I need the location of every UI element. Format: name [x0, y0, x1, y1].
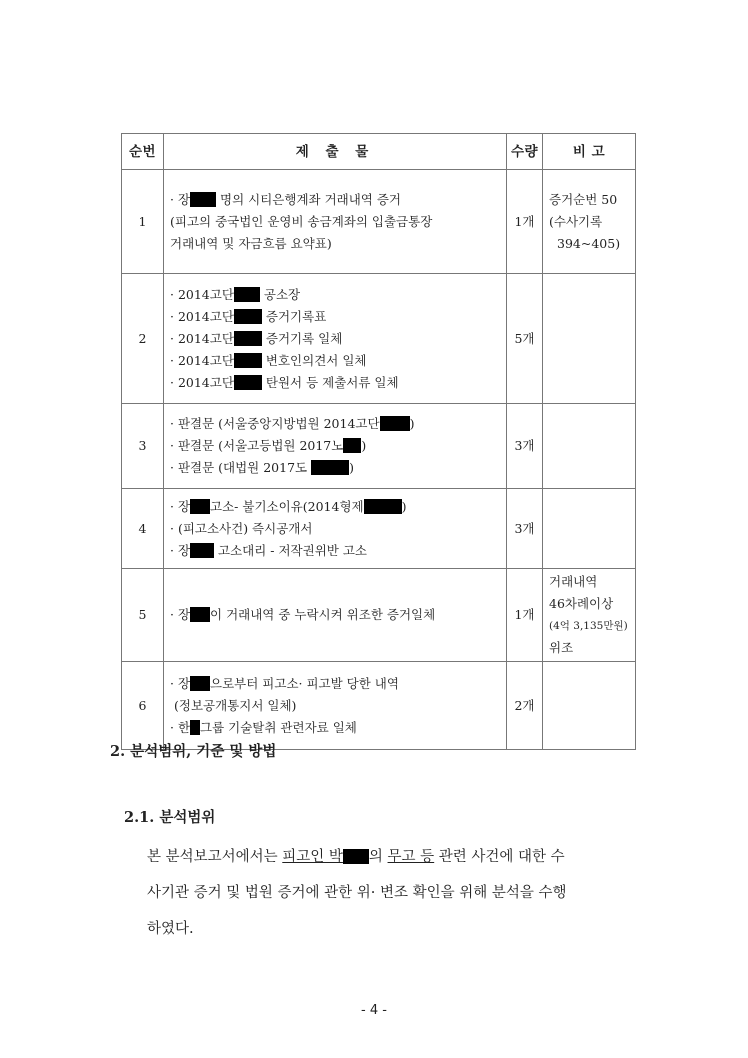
redaction-box: [364, 499, 402, 514]
header-item: 제 출 물: [164, 134, 507, 170]
row-num: 6: [122, 662, 164, 750]
content-line: · 판결문 (서울중앙지방법원 2014고단 ): [170, 416, 415, 431]
redaction-box: [190, 192, 216, 207]
row-qty: 3개: [507, 489, 543, 569]
note-line: (4억 3,135만원): [549, 620, 628, 632]
table-row: [122, 489, 636, 569]
content-line: · 2014고단 증거기록표: [170, 308, 327, 324]
table-row: [122, 662, 636, 750]
header-num: 순번: [122, 134, 164, 170]
header-note: 비 고: [543, 134, 636, 170]
redaction-box: [234, 375, 262, 390]
content-line: · 장 명의 시티은행계좌 거래내역 증거: [170, 191, 401, 207]
content-line: · (피고소사건) 즉시공개서: [170, 520, 313, 536]
redaction-box: [234, 287, 260, 302]
submission-table: [121, 133, 636, 750]
content-line: · 장 으로부터 피고소· 피고발 당한 내역: [170, 675, 399, 691]
row-content: [164, 662, 507, 750]
table-row: [122, 404, 636, 489]
row-note: [543, 489, 636, 569]
redaction-box: [190, 607, 210, 622]
row-qty: 2개: [507, 662, 543, 750]
content-line: · 2014고단 변호인의견서 일체: [170, 352, 367, 368]
row-num: 1: [122, 170, 164, 274]
content-line: (피고의 중국법인 운영비 송금계좌의 입출금통장: [170, 213, 433, 229]
paragraph-scope: [147, 842, 647, 944]
page-number: - 4 -: [361, 1003, 387, 1018]
row-qty: 1개: [507, 170, 543, 274]
section-heading-2: 2. 분석범위, 기준 및 방법: [110, 743, 277, 760]
redaction-box: [234, 331, 262, 346]
note-line: 거래내역: [549, 574, 598, 589]
row-num: 4: [122, 489, 164, 569]
header-qty: 수량: [507, 134, 543, 170]
note-line: 증거순번 50: [549, 191, 618, 207]
content-line: · 2014고단 탄원서 등 제출서류 일체: [170, 374, 399, 390]
content-line: (정보공개통지서 일체): [174, 697, 297, 713]
redaction-box: [343, 849, 369, 864]
row-qty: 5개: [507, 274, 543, 404]
row-num: 3: [122, 404, 164, 489]
row-num: 5: [122, 569, 164, 662]
redaction-box: [190, 499, 210, 514]
note-line: 46차례이상: [549, 596, 614, 611]
content-line: · 판결문 (대법원 2017도 ): [170, 460, 354, 475]
row-note: [543, 662, 636, 750]
row-content: [164, 489, 507, 569]
table-row: [122, 569, 636, 662]
redaction-box: [190, 676, 210, 691]
content-line: · 2014고단 공소장: [170, 286, 301, 302]
redaction-box: [190, 720, 200, 735]
paragraph-line: 본 분석보고서에서는 피고인 박 의 무고 등 관련 사건에 대한 수: [147, 849, 565, 865]
paragraph-line: 사기관 증거 및 법원 증거에 관한 위· 변조 확인을 위해 분석을 수행: [147, 885, 567, 901]
table-header-row: [122, 134, 636, 170]
content-line: · 한 그룹 기술탈취 관련자료 일체: [170, 719, 357, 735]
redaction-box: [234, 353, 262, 368]
row-content: [164, 170, 507, 274]
note-line: (수사기록: [549, 213, 603, 229]
row-content: [164, 274, 507, 404]
row-note: [543, 170, 636, 274]
redaction-box: [234, 309, 262, 324]
row-qty: 3개: [507, 404, 543, 489]
content-line: · 2014고단 증거기록 일체: [170, 330, 343, 346]
content-line: · 판결문 (서울고등법원 2017노 ): [170, 438, 367, 453]
content-line: · 장 고소- 불기소이유(2014형제 ): [170, 498, 407, 514]
row-qty: 1개: [507, 569, 543, 662]
table-row: [122, 274, 636, 404]
row-note: [543, 274, 636, 404]
note-line: 394~405): [557, 235, 621, 251]
table-row: [122, 170, 636, 274]
row-note: [543, 404, 636, 489]
redaction-box: [311, 460, 349, 475]
section-heading-2-1: 2.1. 분석범위: [124, 809, 216, 826]
row-content: [164, 569, 507, 662]
content-line: 거래내역 및 자금흐름 요약표): [170, 235, 332, 251]
content-line: · 장 이 거래내역 중 누락시켜 위조한 증거일체: [170, 607, 436, 622]
note-line: 위조: [549, 640, 574, 655]
redaction-box: [190, 543, 214, 558]
row-num: 2: [122, 274, 164, 404]
paragraph-line: 하였다.: [147, 921, 194, 937]
content-line: · 장 고소대리 - 저작권위반 고소: [170, 542, 367, 558]
row-note: [543, 569, 636, 662]
redaction-box: [343, 438, 361, 453]
row-content: [164, 404, 507, 489]
redaction-box: [380, 416, 410, 431]
